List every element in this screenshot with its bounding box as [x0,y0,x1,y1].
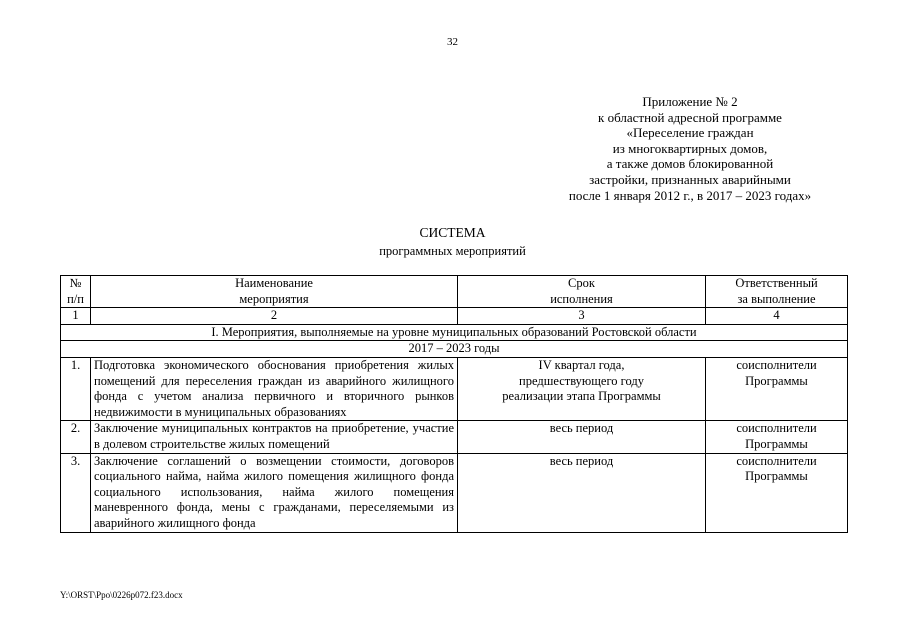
section-row [61,324,848,341]
appendix-line: к областной адресной программе [598,109,782,125]
program-measures-table [60,275,848,533]
period-row [61,341,848,358]
row-measure-name: Подготовка экономического обоснования приобретения жилых помещений для переселения граждан из аварийного жилищного фонда с учетом анализа первичного и вторичного рынков недвижимости в муниципальных образованиях [91,357,458,420]
row-term-line: IV квартал года, [538,357,625,372]
appendix-line: а также домов блокированной [606,156,774,172]
period-title: 2017 – 2023 годы [61,341,848,358]
row-term-line: весь период [549,453,614,468]
header-responsible-line: Ответственный [735,276,818,290]
row-responsible-line: Программы [745,436,808,451]
row-measure-name: Заключение соглашений о возмещении стоимости, договоров социального найма, найма жилого помещения жилищного фонда социального использования, найма жилого помещения маневренного фонда, мены с гражданами, переселяемыми из аварийного жилищного фонда [91,453,458,532]
appendix-line: из многоквартирных домов, [612,140,768,156]
appendix-line: застройки, признанных аварийными [589,171,791,187]
column-number: 4 [706,308,848,325]
row-term [458,421,706,453]
page-number: 32 [447,36,458,48]
row-measure-name: Заключение муниципальных контрактов на приобретение, участие в долевом строительстве жилых помещений [91,421,458,453]
header-name-line: Наименование [235,276,313,290]
document-subtitle: программных мероприятий [379,244,526,258]
appendix-line: Приложение № 2 [642,94,738,109]
column-number: 3 [458,308,706,325]
header-number-line: п/п [67,291,84,306]
table-row [61,453,848,532]
row-responsible-line: соисполнители [736,421,817,436]
row-responsible-line: соисполнители [736,453,817,468]
table-header-row [61,276,848,308]
header-responsible [706,276,848,308]
row-term [458,357,706,420]
column-number: 2 [91,308,458,325]
appendix-line: после 1 января 2012 г., в 2017 – 2023 годах» [568,187,812,203]
row-responsible [706,453,848,532]
table-row [61,357,848,420]
section-title: I. Мероприятия, выполняемые на уровне муниципальных образований Ростовской области [61,324,848,341]
document-title: СИСТЕМА [419,225,486,240]
row-responsible-line: Программы [745,469,808,484]
row-number: 3. [61,453,91,532]
row-responsible [706,421,848,453]
appendix-line: «Переселение граждан [626,125,754,141]
appendix-header [540,94,840,203]
table-row [61,421,848,453]
row-number: 1. [61,357,91,420]
row-number: 2. [61,421,91,453]
file-path-footer: Y:\ORST\Ppo\0226p072.f23.docx [60,590,183,600]
column-number: 1 [61,308,91,325]
header-number [61,276,91,308]
header-term [458,276,706,308]
row-responsible [706,357,848,420]
header-term-line: Срок [568,276,595,290]
header-name-line: мероприятия [239,291,309,306]
row-term [458,453,706,532]
header-responsible-line: за выполнение [737,291,816,306]
header-name [91,276,458,308]
header-term-line: исполнения [550,291,613,306]
row-term-line: реализации этапа Программы [502,389,661,404]
header-number-line: № [69,276,82,290]
row-term-line: весь период [549,421,614,436]
row-responsible-line: Программы [745,373,808,388]
row-term-line: предшествующего году [519,373,644,388]
row-responsible-line: соисполнители [736,357,817,372]
column-number-row [61,308,848,325]
